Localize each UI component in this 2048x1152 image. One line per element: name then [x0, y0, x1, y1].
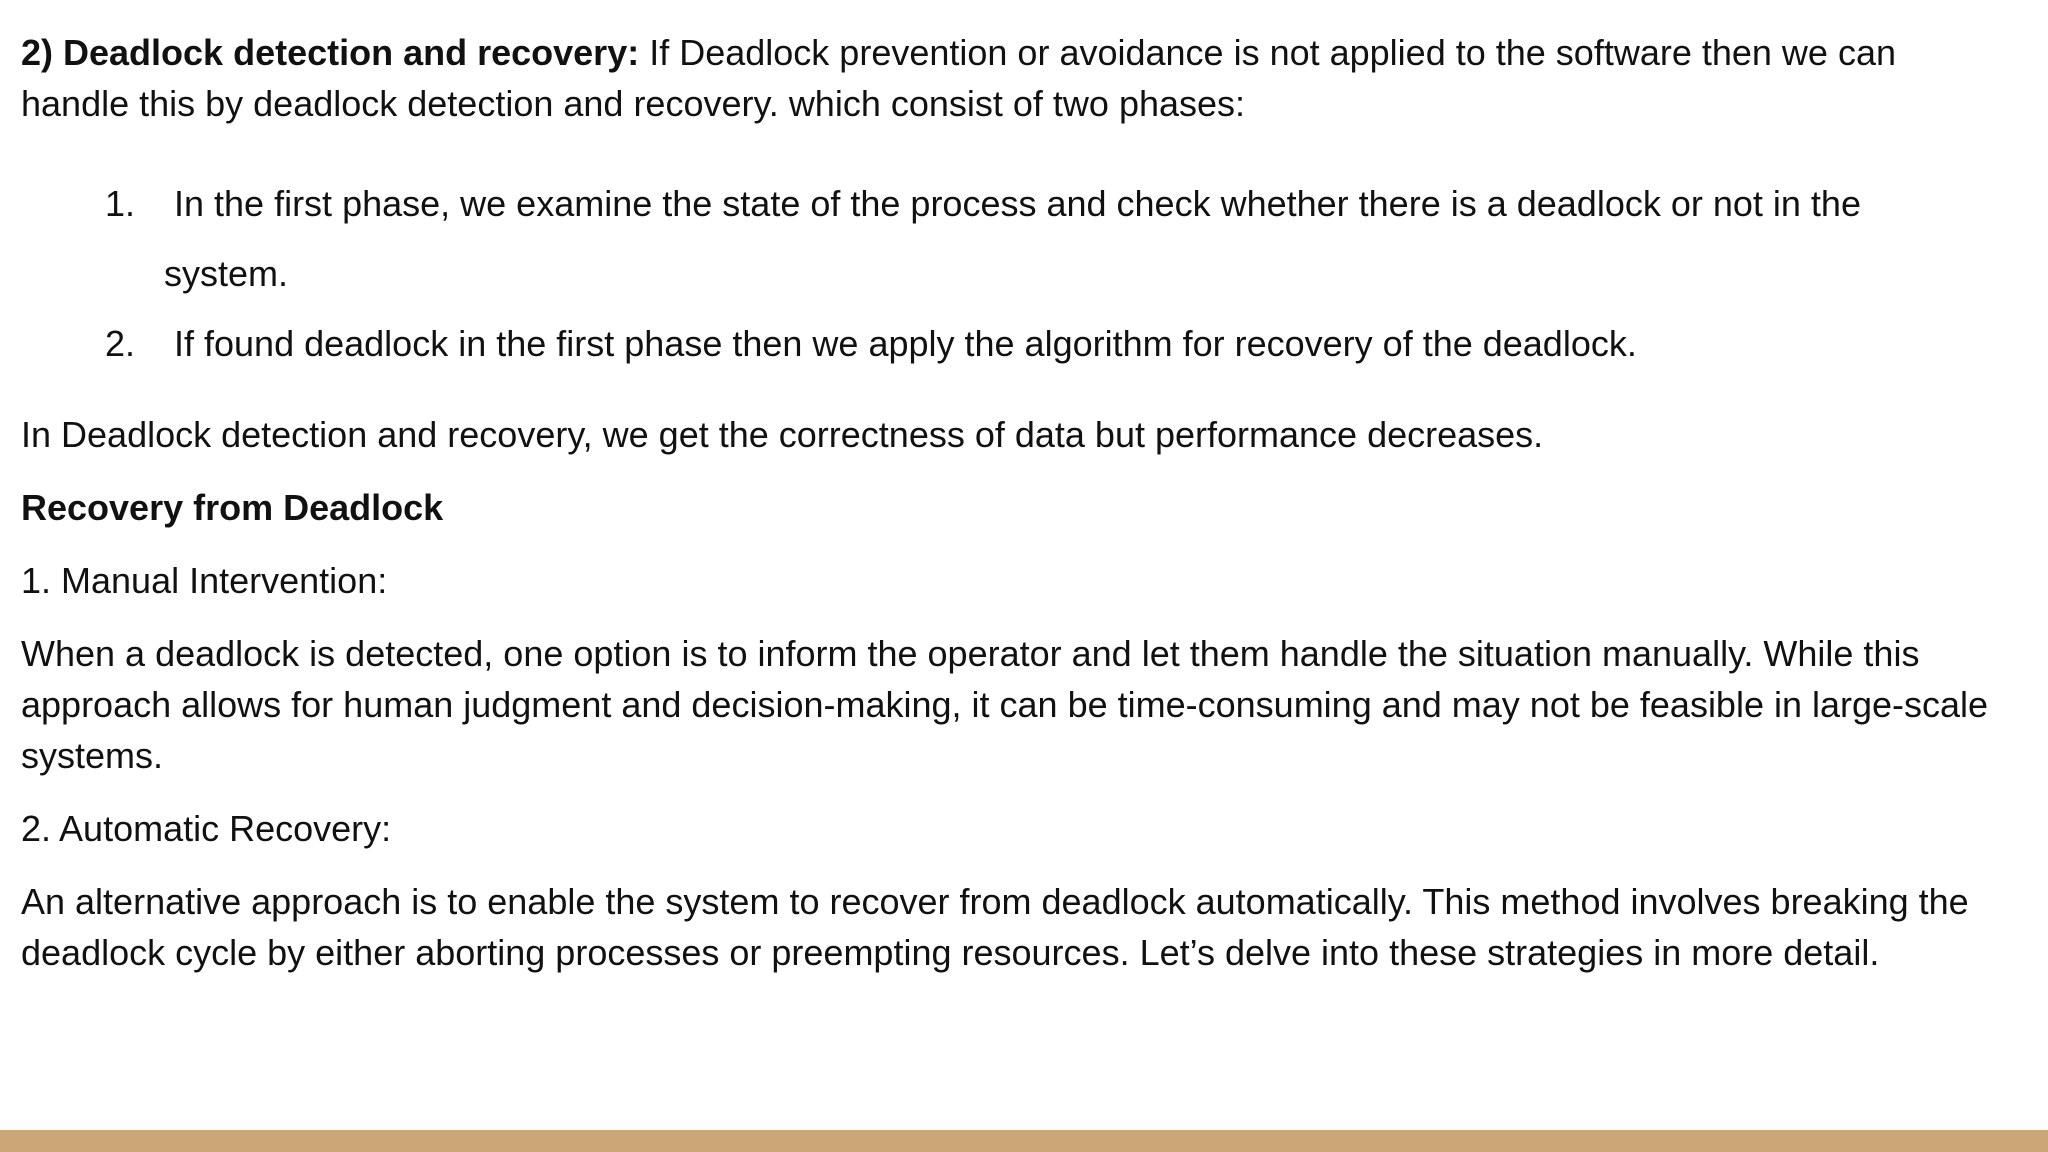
phases-list [21, 169, 2011, 379]
list-item-text: If found deadlock in the first phase then we apply the algorithm for recovery of the deadlock. [174, 323, 1637, 364]
section-intro-paragraph [21, 27, 2011, 129]
automatic-recovery-body: An alternative approach is to enable the system to recover from deadlock automatically. This method involves breaking the deadlock cycle by either aborting processes or preempting resources. Let’s delve into these strategies in more detail. [21, 881, 1969, 973]
manual-intervention-heading: 1. Manual Intervention: [21, 560, 388, 601]
performance-note: In Deadlock detection and recovery, we get the correctness of data but performance decreases. [21, 414, 1544, 455]
slide-content [21, 27, 2011, 978]
manual-intervention-body: When a deadlock is detected, one option is to inform the operator and let them handle the situation manually. While this approach allows for human judgment and decision-making, it can be time-consuming and may not be feasible in large-scale systems. [21, 633, 1989, 776]
list-item [21, 169, 2011, 309]
list-item-number: 1. [105, 183, 136, 224]
list-item-continuation: system. [164, 253, 289, 294]
recovery-title: Recovery from Deadlock [21, 487, 444, 528]
list-item [21, 309, 2011, 379]
list-item-text: In the first phase, we examine the state of the process and check whether there is a deadlock or not in the [174, 183, 1861, 224]
list-item-number: 2. [105, 323, 136, 364]
automatic-recovery-heading: 2. Automatic Recovery: [21, 808, 392, 849]
section-heading: 2) Deadlock detection and recovery: [21, 32, 640, 73]
section-intro-text: If Deadlock prevention or avoidance is not applied to the software then we can handle this by deadlock detection and recovery. which consist of two phases: [21, 32, 1896, 124]
bottom-accent-bar [0, 1130, 2048, 1152]
